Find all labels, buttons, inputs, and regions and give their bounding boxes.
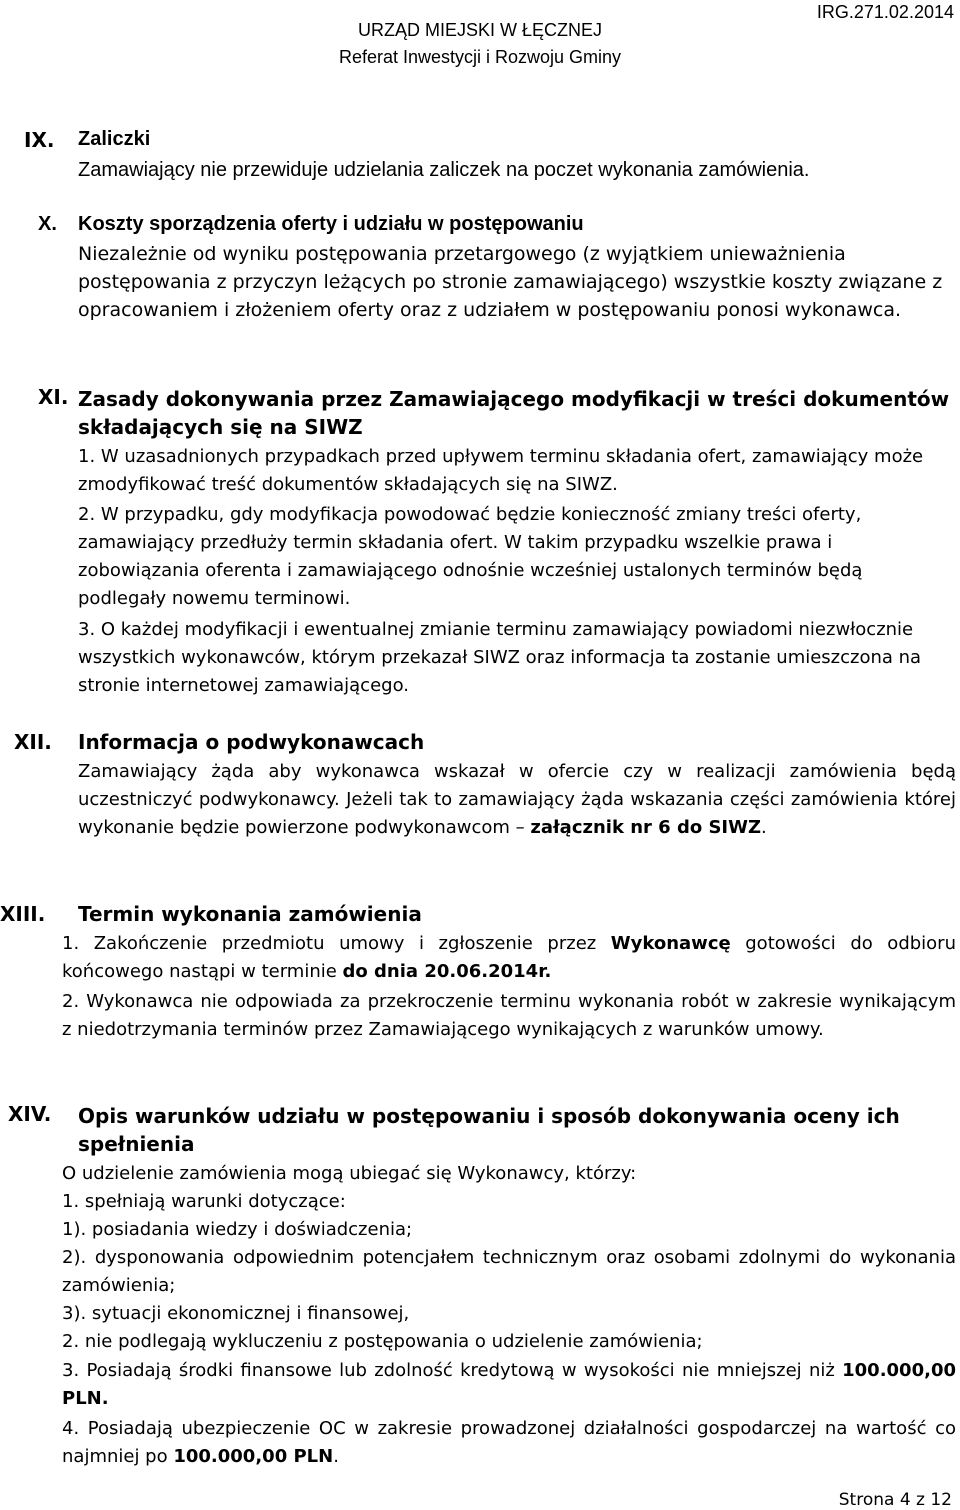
- section-xiii-number: XIII.: [0, 902, 46, 926]
- section-xii-text: [78, 758, 956, 842]
- section-xiii-point-1: [62, 930, 956, 986]
- section-xiii-p1-text-a: 1. Zakończenie przedmiotu umowy i zgłoszenie przez: [62, 933, 611, 954]
- section-ix-text: Zamawiający nie przewiduje udzielania zaliczek na poczet wykonania zamówienia.: [78, 159, 810, 181]
- section-xi-point-2: 2. W przypadku, gdy modyfikacja powodować będzie konieczność zmiany treści oferty, zamawiający przedłuży termin składania ofert. W takim przypadku wszelkie prawa i zobowiązania oferenta i zamawiającego odnośnie wcześniej ustalonych terminów będą podlegały nowemu terminowi.: [78, 504, 863, 609]
- section-xiii-title: Termin wykonania zamówienia: [78, 902, 422, 926]
- section-xiv-number: XIV.: [8, 1102, 52, 1126]
- page-number: Strona 4 z 12: [838, 1490, 952, 1510]
- section-xiv-item-4: [62, 1415, 956, 1471]
- section-xiii-p1-deadline: do dnia 20.06.2014r.: [342, 961, 552, 982]
- section-x-title: Koszty sporządzenia oferty i udziału w postępowaniu: [78, 213, 584, 235]
- section-xi-point-3: 3. O każdej modyfikacji i ewentualnej zmianie terminu zamawiający powiadomi niezwłocznie wszystkich wykonawców, którym przekazał SIWZ oraz informacja ta zostanie umieszczona na stronie internetowej zamawiającego.: [78, 619, 922, 696]
- section-xiv-item-4-amount: 100.000,00 PLN: [173, 1446, 334, 1467]
- section-xi-number: XI.: [38, 385, 69, 409]
- section-xiii-p1-contractor: Wykonawcę: [610, 933, 731, 954]
- section-xi-title: Zasady dokonywania przez Zamawiającego modyfikacji w treści dokumentów składających się na SIWZ: [78, 387, 950, 439]
- department-name: Referat Inwestycji i Rozwoju Gminy: [338, 47, 622, 67]
- section-xiv-item-1: 1. spełniają warunki dotyczące:: [62, 1191, 346, 1212]
- document-code: IRG.271.02.2014: [816, 2, 954, 22]
- section-xiv-title: Opis warunków udziału w postępowaniu i sposób dokonywania oceny ich spełnienia: [78, 1104, 900, 1156]
- section-xiii-p1-text-b: gotowości do odbioru końcowego nastąpi w terminie: [62, 933, 956, 982]
- section-xii-text-end: .: [761, 817, 767, 838]
- section-xii-number: XII.: [14, 730, 52, 754]
- section-xiv-item-1c: 3). sytuacji ekonomicznej i finansowej,: [62, 1303, 410, 1324]
- section-x-text: Niezależnie od wyniku postępowania przetargowego (z wyjątkiem unieważnienia postępowania z przyczyn leżących po stronie zamawiającego) wszystkie koszty związane z opracowaniem i złożeniem oferty oraz z udziałem w postępowaniu ponosi wykonawca.: [78, 243, 943, 321]
- section-ix-number: IX.: [24, 128, 55, 152]
- section-xiv-item-2: 2. nie podlegają wykluczeniu z postępowania o udzielenie zamówienia;: [62, 1331, 703, 1352]
- section-xiv-item-4-text: 4. Posiadają ubezpieczenie OC w zakresie prowadzonej działalności gospodarczej na wartość co najmniej po: [62, 1418, 956, 1467]
- section-x-number: X.: [38, 213, 57, 235]
- section-xiv-intro: O udzielenie zamówienia mogą ubiegać się Wykonawcy, którzy:: [62, 1163, 637, 1184]
- section-xiv-item-1b: 2). dysponowania odpowiednim potencjałem technicznym oraz osobami zdolnymi do wykonania zamówienia;: [62, 1247, 956, 1296]
- section-xiv-item-4-end: .: [333, 1446, 339, 1467]
- section-ix-title: Zaliczki: [78, 128, 151, 150]
- section-xiv-item-1a: 1). posiadania wiedzy i doświadczenia;: [62, 1219, 413, 1240]
- section-xiv-item-3-text: 3. Posiadają środki finansowe lub zdolność kredytową w wysokości nie mniejszej niż: [62, 1360, 843, 1381]
- section-xii-text-body: Zamawiający żąda aby wykonawca wskazał w ofercie czy w realizacji zamówienia będą uczestniczyć podwykonawcy. Jeżeli tak to zamawiający żąda wskazania części zamówienia której wykonanie będzie powierzone podwykonawcom –: [78, 761, 956, 838]
- office-name: URZĄD MIEJSKI W ŁĘCZNEJ: [357, 20, 603, 40]
- section-xi-point-1: 1. W uzasadnionych przypadkach przed upływem terminu składania ofert, zamawiający może zmodyfikować treść dokumentów składających się na SIWZ.: [78, 446, 924, 495]
- section-xiv-item-3: [62, 1357, 956, 1413]
- section-xiv-item-3-amount: 100.000,00 PLN.: [62, 1360, 956, 1409]
- section-xii-title: Informacja o podwykonawcach: [78, 730, 425, 754]
- section-xiii-point-2: 2. Wykonawca nie odpowiada za przekroczenie terminu wykonania robót w zakresie wynikającym z niedotrzymania terminów przez Zamawiającego wynikających z warunków umowy.: [62, 991, 956, 1040]
- section-xii-attachment-ref: załącznik nr 6 do SIWZ: [530, 817, 762, 838]
